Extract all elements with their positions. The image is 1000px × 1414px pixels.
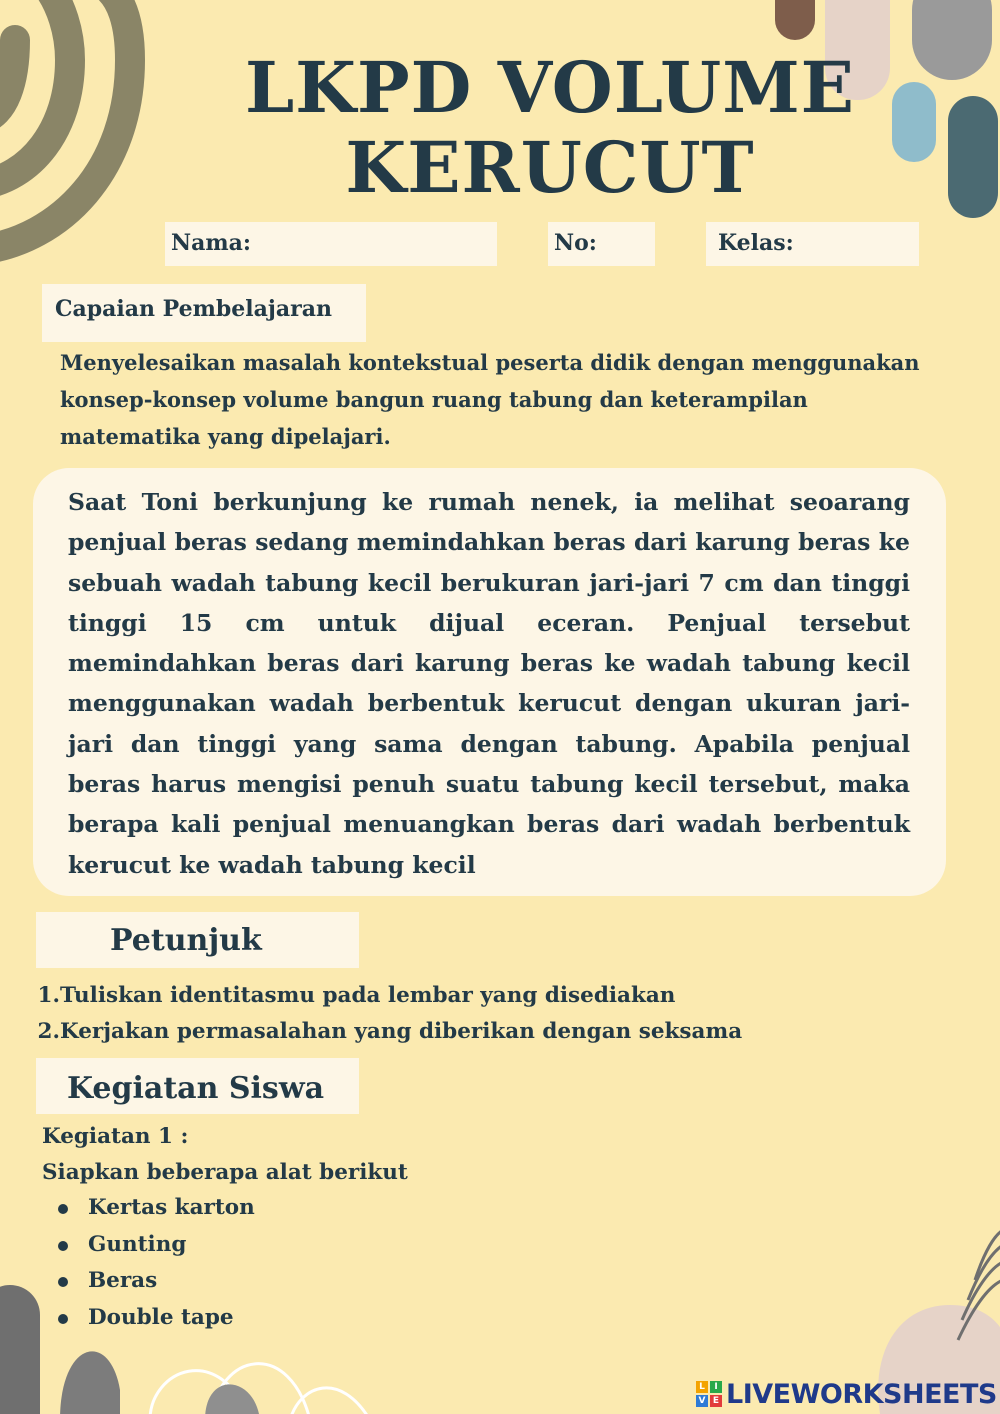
gray-pill-shape: [0, 1285, 40, 1414]
instruction-text: Tuliskan identitasmu pada lembar yang disediakan: [60, 983, 676, 1008]
name-label: Nama:: [171, 230, 252, 256]
tool-item: [50, 1227, 255, 1264]
gray-arch-shape: [60, 1351, 120, 1414]
class-label: Kelas:: [718, 230, 794, 256]
title-line-1: LKPD VOLUME: [244, 46, 856, 129]
instruction-item: [34, 1014, 742, 1050]
tool-item: [50, 1300, 255, 1337]
tool-text: Gunting: [88, 1231, 187, 1257]
logo-badge-letter: V: [696, 1395, 708, 1407]
learning-outcome-line: konsep-konsep volume bangun ruang tabung dan keterampilan: [60, 387, 808, 412]
liveworksheets-logo[interactable]: [696, 1378, 997, 1410]
instructions-list: [34, 978, 742, 1050]
gray-arch-shape-2: [205, 1384, 260, 1414]
tool-text: Double tape: [88, 1305, 234, 1331]
activity-label: Kegiatan 1 :: [42, 1124, 189, 1149]
number-field[interactable]: [548, 222, 655, 266]
brown-blob: [775, 0, 815, 40]
tool-item: [50, 1190, 255, 1227]
logo-badge-icon: [696, 1381, 722, 1407]
page-title: [150, 48, 950, 208]
bullet-icon: [58, 1204, 68, 1214]
white-outline-arch-3: [290, 1388, 370, 1414]
activities-heading: Kegiatan Siswa: [36, 1058, 359, 1114]
bullet-icon: [58, 1277, 68, 1287]
tool-text: Kertas karton: [88, 1195, 255, 1220]
instruction-number: 1.: [37, 983, 60, 1008]
activity-prompt: Siapkan beberapa alat berikut: [42, 1160, 408, 1185]
instruction-text: Kerjakan permasalahan yang diberikan dengan seksama: [60, 1019, 743, 1044]
tools-list: [50, 1190, 255, 1337]
instruction-number: 2.: [37, 1019, 60, 1044]
bullet-icon: [58, 1241, 68, 1251]
tool-item: [50, 1263, 255, 1300]
bullet-icon: [58, 1314, 68, 1324]
learning-outcome-text: [60, 344, 980, 455]
problem-text: Saat Toni berkunjung ke rumah nenek, ia melihat seoarang penjual beras sedang memindahkan beras dari karung beras ke sebuah wadah tabung kecil berukuran jari-jari 7 cm dan tinggi tinggi 15 cm untuk dijual eceran. Penjual tersebut memindahkan beras dari karung beras ke wadah tabung kecil menggunakan wadah berbentuk kerucut dengan ukuran jari-jari dan tinggi yang sama dengan tabung. Apabila penjual beras harus mengisi penuh suatu tabung kecil tersebut, maka berapa kali penjual menuangkan beras dari wadah berbentuk kerucut ke wadah tabung kecil: [68, 488, 910, 879]
tool-text: Beras: [88, 1268, 158, 1294]
learning-outcome-line: Menyelesaikan masalah kontekstual peserta didik dengan menggunakan: [60, 350, 920, 375]
logo-badge-letter: E: [710, 1395, 722, 1407]
logo-badge-letter: L: [696, 1381, 708, 1393]
learning-outcome-line: matematika yang dipelajari.: [60, 424, 391, 449]
logo-text: LIVEWORKSHEETS: [726, 1378, 997, 1410]
logo-badge-letter: I: [710, 1381, 722, 1393]
title-line-2: KERUCUT: [345, 126, 755, 209]
olive-arches-decoration: [0, 0, 130, 250]
learning-outcome-heading: Capaian Pembelajaran: [42, 284, 366, 342]
class-field[interactable]: [706, 222, 919, 266]
instructions-heading: Petunjuk: [36, 912, 359, 968]
number-label: No:: [554, 230, 597, 256]
name-field[interactable]: [165, 222, 497, 266]
dark-teal-blob: [948, 96, 998, 218]
instruction-item: [34, 978, 742, 1014]
